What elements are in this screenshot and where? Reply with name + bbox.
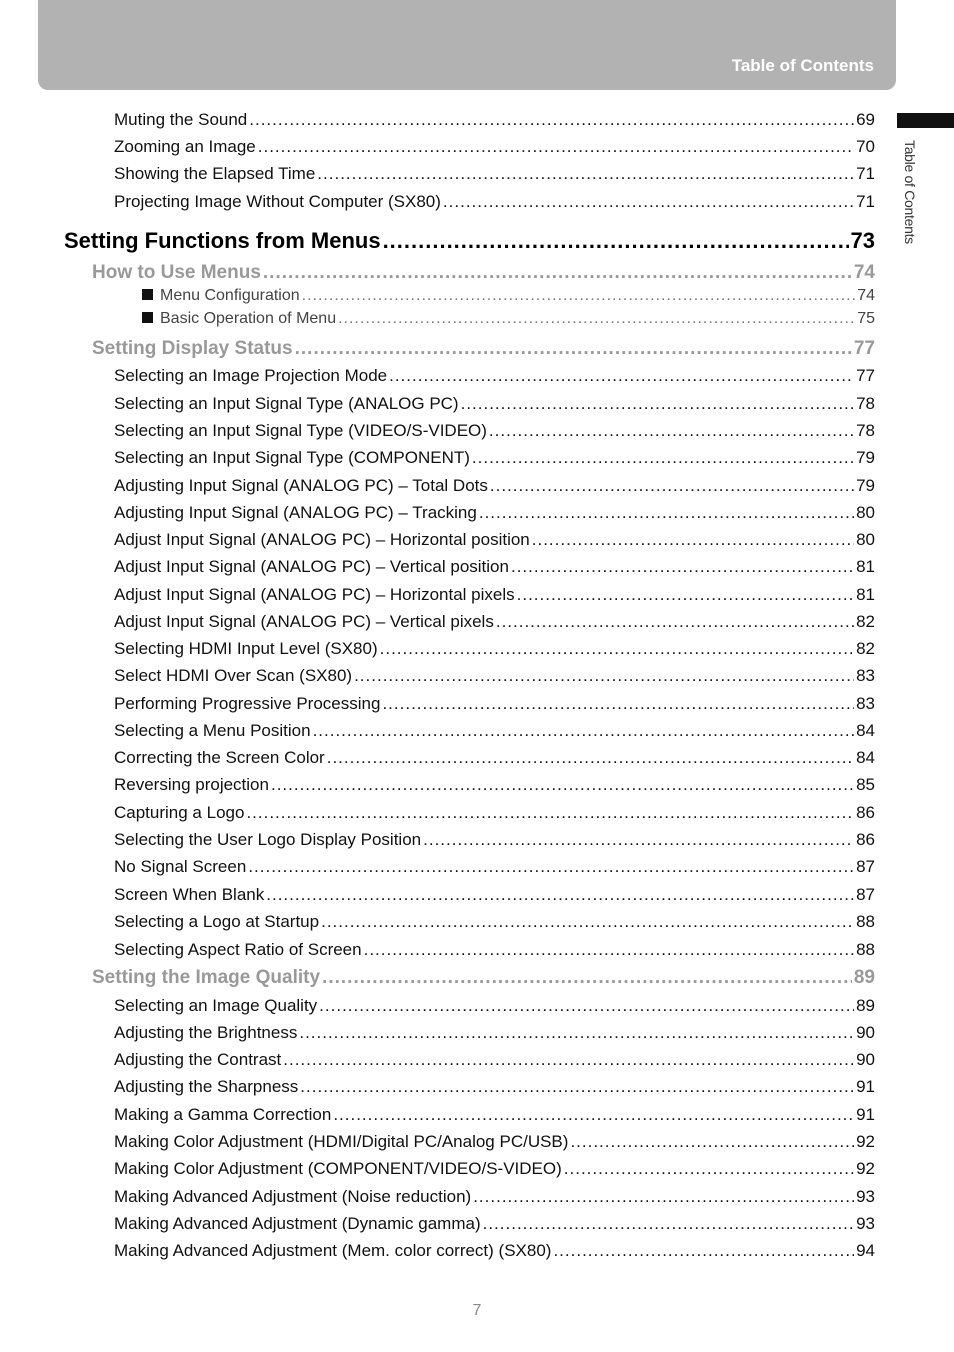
toc-entry-title-text: Making Advanced Adjustment (Mem. color correct) (SX80): [114, 1241, 552, 1260]
dot-leader: [322, 967, 852, 989]
dot-leader: [380, 639, 854, 659]
dot-leader: [517, 585, 854, 605]
toc-entry-title-text: Adjusting the Brightness: [114, 1023, 298, 1042]
toc-entry-title: [114, 1023, 297, 1043]
toc-section-entry[interactable]: [92, 967, 875, 991]
toc-entry-title: [114, 666, 352, 686]
toc-entry-title-text: Making Advanced Adjustment (Dynamic gamma): [114, 1214, 481, 1233]
toc-entry-title-text: Select HDMI Over Scan (SX80): [114, 666, 353, 685]
side-tab-marker: [897, 113, 954, 128]
toc-item-entry[interactable]: [114, 530, 875, 552]
dot-leader: [271, 775, 854, 795]
dot-leader: [319, 996, 854, 1016]
toc-item-entry[interactable]: [114, 694, 875, 716]
toc-subsection-entry[interactable]: [142, 310, 875, 330]
toc-item-entry[interactable]: [114, 557, 875, 579]
toc-entry-title-text: Selecting an Image Quality: [114, 996, 318, 1015]
toc-entry-title-text: Adjusting the Sharpness: [114, 1077, 299, 1096]
dot-leader: [338, 310, 855, 328]
toc-item-entry[interactable]: [114, 476, 875, 498]
dot-leader: [532, 530, 854, 550]
toc-entry-title-text: Adjust Input Signal (ANALOG PC) – Horizontal pixels: [114, 585, 515, 604]
page-header: [38, 0, 896, 90]
toc-entry-page: 92: [856, 1159, 875, 1178]
dot-leader: [496, 612, 854, 632]
toc-item-entry[interactable]: [114, 830, 875, 852]
toc-item-entry[interactable]: [114, 164, 875, 186]
toc-entry-page: 79: [856, 476, 875, 495]
dot-leader: [321, 912, 854, 932]
dot-leader: [423, 830, 854, 850]
toc-entry-page: 94: [856, 1241, 875, 1260]
dot-leader: [246, 803, 854, 823]
toc-entry-title-text: Setting Functions from Menus: [64, 228, 381, 253]
toc-entry-page: 93: [856, 1187, 875, 1206]
toc-entry-title: [142, 310, 336, 328]
toc-entry-page: 74: [853, 262, 875, 283]
toc-entry-page: 70: [856, 137, 875, 156]
toc-entry-title: [114, 1214, 481, 1234]
toc-entry-title: [114, 448, 470, 468]
toc-entry-page: 83: [856, 666, 875, 685]
dot-leader: [263, 262, 852, 284]
toc-entry-title-text: Setting the Image Quality: [92, 967, 321, 988]
toc-entry-title: [114, 721, 311, 741]
toc-item-entry[interactable]: [114, 857, 875, 879]
toc-entry-title: [114, 110, 247, 130]
toc-entry-title: [114, 1132, 568, 1152]
toc-item-entry[interactable]: [114, 940, 875, 962]
toc-item-entry[interactable]: [114, 996, 875, 1018]
toc-entry-title-text: Performing Progressive Processing: [114, 694, 381, 713]
toc-entry-title-text: Making Color Adjustment (COMPONENT/VIDEO/S-VIDEO): [114, 1159, 562, 1178]
toc-item-entry[interactable]: [114, 192, 875, 214]
toc-item-entry[interactable]: [114, 721, 875, 743]
toc-entry-title-text: Correcting the Screen Color: [114, 748, 325, 767]
toc-entry-title-text: Zooming an Image: [114, 137, 256, 156]
dot-leader: [266, 885, 854, 905]
toc-entry-page: 88: [856, 912, 875, 931]
toc-entry-page: 74: [857, 287, 875, 304]
toc-entry-title-text: Selecting Aspect Ratio of Screen: [114, 940, 362, 959]
toc-entry-page: 90: [856, 1050, 875, 1069]
toc-item-entry[interactable]: [114, 448, 875, 470]
toc-entry-page: 82: [856, 639, 875, 658]
toc-entry-title-text: Adjust Input Signal (ANALOG PC) – Vertical position: [114, 557, 509, 576]
toc-entry-page: 80: [856, 503, 875, 522]
dot-leader: [258, 137, 854, 157]
toc-entry-page: 80: [856, 530, 875, 549]
toc-entry-page: 86: [856, 830, 875, 849]
dot-leader: [383, 228, 849, 254]
toc-entry-title-text: How to Use Menus: [92, 262, 261, 283]
toc-item-entry[interactable]: [114, 639, 875, 661]
toc-item-entry[interactable]: [114, 612, 875, 634]
toc-item-entry[interactable]: [114, 1187, 875, 1209]
toc-entry-title-text: Selecting a Logo at Startup: [114, 912, 320, 931]
dot-leader: [317, 164, 854, 184]
square-bullet-icon: [142, 312, 153, 323]
toc-entry-title: [92, 262, 261, 284]
toc-item-entry[interactable]: [114, 1050, 875, 1072]
toc-entry-page: 78: [856, 394, 875, 413]
toc-entry-title-text: Muting the Sound: [114, 110, 248, 129]
toc-item-entry[interactable]: [114, 137, 875, 159]
toc-entry-page: 75: [857, 310, 875, 327]
toc-entry-title: [114, 830, 421, 850]
toc-entry-title-text: Selecting HDMI Input Level (SX80): [114, 639, 378, 658]
toc-entry-title-text: Selecting an Input Signal Type (VIDEO/S-VIDEO): [114, 421, 487, 440]
toc-entry-page: 85: [856, 775, 875, 794]
toc-entry-title-text: Making Color Adjustment (HDMI/Digital PC/Analog PC/USB): [114, 1132, 569, 1151]
dot-leader: [389, 366, 854, 386]
toc-entry-page: 77: [853, 338, 875, 359]
toc-item-entry[interactable]: [114, 1077, 875, 1099]
toc-entry-title-text: Making a Gamma Correction: [114, 1105, 332, 1124]
dot-leader: [354, 666, 854, 686]
dot-leader: [382, 694, 854, 714]
toc-entry-page: 88: [856, 940, 875, 959]
toc-entry-page: 87: [856, 857, 875, 876]
side-tab-label: Table of Contents: [902, 140, 918, 244]
toc-entry-page: 84: [856, 748, 875, 767]
toc-entry-title: [92, 338, 293, 360]
dot-leader: [283, 1050, 854, 1070]
dot-leader: [472, 448, 854, 468]
toc-item-entry[interactable]: [114, 1241, 875, 1263]
toc-entry-page: 89: [853, 967, 875, 988]
toc-entry-page: 81: [856, 557, 875, 576]
toc-entry-title: [114, 694, 380, 714]
toc-entry-page: 90: [856, 1023, 875, 1042]
toc-item-entry[interactable]: [114, 585, 875, 607]
toc-item-entry[interactable]: [114, 1132, 875, 1154]
dot-leader: [300, 1077, 854, 1097]
page-number: 7: [472, 1302, 482, 1319]
toc-entry-title: [114, 1241, 551, 1261]
toc-entry-title: [114, 394, 459, 414]
toc-entry-title: [114, 1050, 281, 1070]
toc-entry-page: 91: [856, 1077, 875, 1096]
toc-entry-title-text: Menu Configuration: [160, 287, 300, 304]
toc-entry-title-text: Adjust Input Signal (ANALOG PC) – Vertical pixels: [114, 612, 494, 631]
toc-entry-page: 93: [856, 1214, 875, 1233]
dot-leader: [483, 1214, 854, 1234]
toc-entry-title: [114, 1187, 471, 1207]
toc-entry-page: 84: [856, 721, 875, 740]
dot-leader: [553, 1241, 854, 1261]
toc-subsection-entry[interactable]: [142, 287, 875, 307]
toc-entry-title: [114, 557, 509, 577]
toc-entry-title: [114, 421, 487, 441]
toc-entry-title: [114, 748, 325, 768]
toc-item-entry[interactable]: [114, 748, 875, 770]
toc-entry-title-text: Basic Operation of Menu: [160, 310, 337, 327]
toc-entry-page: 73: [850, 228, 875, 253]
toc-entry-title: [114, 612, 494, 632]
dot-leader: [333, 1105, 854, 1125]
toc-entry-title-text: Selecting an Input Signal Type (COMPONENT): [114, 448, 470, 467]
toc-entry-title-text: Setting Display Status: [92, 338, 293, 359]
toc-entry-title-text: Selecting a Menu Position: [114, 721, 311, 740]
toc-entry-page: 89: [856, 996, 875, 1015]
dot-leader: [302, 287, 856, 305]
dot-leader: [299, 1023, 854, 1043]
dot-leader: [248, 857, 854, 877]
toc-item-entry[interactable]: [114, 1023, 875, 1045]
toc-entry-page: 91: [856, 1105, 875, 1124]
toc-entry-title: [114, 164, 315, 184]
toc-entry-title: [114, 585, 515, 605]
toc-section-entry[interactable]: [92, 338, 875, 362]
toc-entry-page: 77: [856, 366, 875, 385]
toc-entry-page: 78: [856, 421, 875, 440]
dot-leader: [327, 748, 854, 768]
toc-entry-title: [114, 1159, 562, 1179]
toc-entry-title-text: Adjusting Input Signal (ANALOG PC) – Tracking: [114, 503, 477, 522]
toc-entry-title-text: Adjusting Input Signal (ANALOG PC) – Total Dots: [114, 476, 488, 495]
dot-leader: [295, 338, 852, 360]
toc-item-entry[interactable]: [114, 885, 875, 907]
toc-entry-title-text: Making Advanced Adjustment (Noise reduction): [114, 1187, 472, 1206]
toc-entry-title: [92, 967, 320, 989]
dot-leader: [570, 1132, 854, 1152]
toc-item-entry[interactable]: [114, 775, 875, 797]
header-title: Table of Contents: [731, 56, 874, 75]
dot-leader: [364, 940, 854, 960]
toc-item-entry[interactable]: [114, 503, 875, 525]
toc-item-entry[interactable]: [114, 803, 875, 825]
toc-entry-title: [142, 287, 300, 305]
toc-entry-title: [114, 476, 488, 496]
toc-entry-page: 79: [856, 448, 875, 467]
toc-entry-title: [114, 366, 387, 386]
toc-entry-page: 87: [856, 885, 875, 904]
toc-item-entry[interactable]: [114, 1214, 875, 1236]
toc-entry-title: [114, 775, 269, 795]
toc-entry-page: 86: [856, 803, 875, 822]
toc-entry-title: [64, 228, 381, 254]
toc-entry-title: [114, 503, 477, 523]
toc-entry-title-text: Screen When Blank: [114, 885, 265, 904]
toc-entry-title-text: Reversing projection: [114, 775, 269, 794]
toc-item-entry[interactable]: [114, 1105, 875, 1127]
toc-entry-title: [114, 137, 256, 157]
toc-entry-title-text: No Signal Screen: [114, 857, 247, 876]
toc-item-entry[interactable]: [114, 394, 875, 416]
square-bullet-icon: [142, 289, 153, 300]
toc-section-entry[interactable]: [92, 262, 875, 286]
toc-entry-title-text: Selecting an Input Signal Type (ANALOG PC): [114, 394, 459, 413]
toc-entry-title: [114, 192, 441, 212]
toc-entry-title-text: Adjust Input Signal (ANALOG PC) – Horizontal position: [114, 530, 530, 549]
toc-entry-page: 69: [856, 110, 875, 129]
dot-leader: [479, 503, 854, 523]
toc-entry-title-text: Capturing a Logo: [114, 803, 245, 822]
toc-entry-title-text: Selecting the User Logo Display Position: [114, 830, 422, 849]
toc-entry-page: 71: [856, 192, 875, 211]
toc-item-entry[interactable]: [114, 912, 875, 934]
dot-leader: [313, 721, 855, 741]
dot-leader: [473, 1187, 854, 1207]
dot-leader: [443, 192, 854, 212]
toc-entry-title: [114, 885, 264, 905]
toc-entry-title: [114, 940, 362, 960]
toc-entry-page: 83: [856, 694, 875, 713]
dot-leader: [511, 557, 854, 577]
toc-entry-page: 71: [856, 164, 875, 183]
toc-entry-title: [114, 639, 378, 659]
toc-entry-title: [114, 912, 319, 932]
toc-entry-title-text: Adjusting the Contrast: [114, 1050, 282, 1069]
toc-entry-page: 82: [856, 612, 875, 631]
toc-entry-title-text: Projecting Image Without Computer (SX80): [114, 192, 441, 211]
toc-chapter-entry[interactable]: [64, 228, 875, 256]
toc-item-entry[interactable]: [114, 666, 875, 688]
toc-entry-title: [114, 530, 530, 550]
toc-entry-title: [114, 996, 317, 1016]
toc-entry-title: [114, 1077, 298, 1097]
dot-leader: [249, 110, 854, 130]
toc-item-entry[interactable]: [114, 366, 875, 388]
toc-item-entry[interactable]: [114, 421, 875, 443]
toc-entry-title: [114, 857, 246, 877]
toc-entry-title: [114, 803, 244, 823]
dot-leader: [564, 1159, 854, 1179]
dot-leader: [489, 421, 854, 441]
dot-leader: [490, 476, 854, 496]
toc-item-entry[interactable]: [114, 110, 875, 132]
toc-entry-page: 81: [856, 585, 875, 604]
toc-entry-page: 92: [856, 1132, 875, 1151]
toc-item-entry[interactable]: [114, 1159, 875, 1181]
toc-entry-title: [114, 1105, 331, 1125]
toc-entry-title-text: Showing the Elapsed Time: [114, 164, 316, 183]
dot-leader: [461, 394, 854, 414]
toc-entry-title-text: Selecting an Image Projection Mode: [114, 366, 388, 385]
